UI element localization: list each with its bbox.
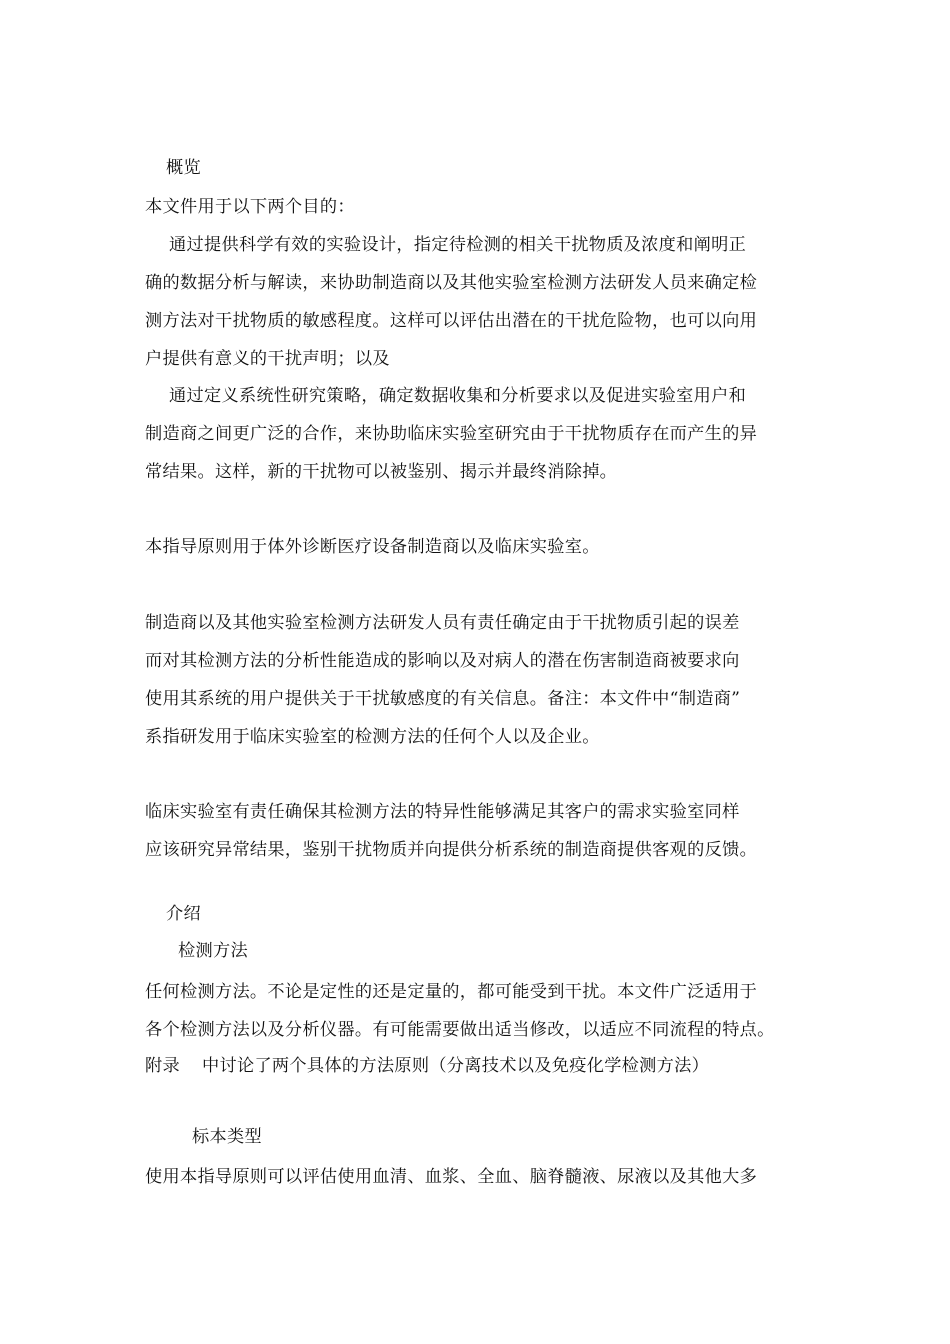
manufacturer-line-3: 使用其系统的用户提供关于干扰敏感度的有关信息。备注：本文件中“制造商” xyxy=(145,689,741,709)
purpose2-line-3: 常结果。这样，新的干扰物可以被鉴别、揭示并最终消除掉。 xyxy=(145,462,618,482)
appendix-text: 中讨论了两个具体的方法原则（分离技术以及免疫化学检测方法） xyxy=(201,1056,710,1076)
lab-line-1: 临床实验室有责任确保其检测方法的特异性能够满足其客户的需求实验室同样 xyxy=(145,802,740,822)
purpose2-line-1: 通过定义系统性研究策略，确定数据收集和分析要求以及促进实验室用户和 xyxy=(169,386,747,406)
purpose1-line-2: 确的数据分析与解读，来协助制造商以及其他实验室检测方法研发人员来确定检 xyxy=(145,273,758,293)
methods-heading: 检测方法 xyxy=(178,941,248,961)
specimens-line-1: 使用本指导原则可以评估使用血清、血浆、全血、脑脊髓液、尿液以及其他大多 xyxy=(145,1167,758,1187)
manufacturer-line-4: 系指研发用于临床实验室的检测方法的任何个人以及企业。 xyxy=(145,727,600,747)
introduction-heading: 介绍 xyxy=(166,904,201,924)
audience-paragraph: 本指导原则用于体外诊断医疗设备制造商以及临床实验室。 xyxy=(145,537,600,557)
purpose1-line-4: 户提供有意义的干扰声明；以及 xyxy=(145,349,390,369)
lab-line-2: 应该研究异常结果，鉴别干扰物质并向提供分析系统的制造商提供客观的反馈。 xyxy=(145,840,758,860)
purpose2-line-2: 制造商之间更广泛的合作，来协助临床实验室研究由于干扰物质存在而产生的异 xyxy=(145,424,758,444)
specimens-heading: 标本类型 xyxy=(192,1127,262,1147)
appendix-label: 附录 xyxy=(145,1056,180,1076)
overview-intro: 本文件用于以下两个目的： xyxy=(145,197,355,217)
purpose1-line-3: 测方法对干扰物质的敏感程度。这样可以评估出潜在的干扰危险物，也可以向用 xyxy=(145,311,758,331)
methods-line-1: 任何检测方法。不论是定性的还是定量的，都可能受到干扰。本文件广泛适用于 xyxy=(145,982,758,1002)
methods-line-2: 各个检测方法以及分析仪器。有可能需要做出适当修改，以适应不同流程的特点。 xyxy=(145,1020,775,1040)
purpose1-line-1: 通过提供科学有效的实验设计，指定待检测的相关干扰物质及浓度和阐明正 xyxy=(169,235,747,255)
manufacturer-line-1: 制造商以及其他实验室检测方法研发人员有责任确定由于干扰物质引起的误差 xyxy=(145,613,740,633)
overview-heading: 概览 xyxy=(166,158,201,178)
appendix-line xyxy=(145,1055,709,1077)
manufacturer-line-2: 而对其检测方法的分析性能造成的影响以及对病人的潜在伤害制造商被要求向 xyxy=(145,651,740,671)
